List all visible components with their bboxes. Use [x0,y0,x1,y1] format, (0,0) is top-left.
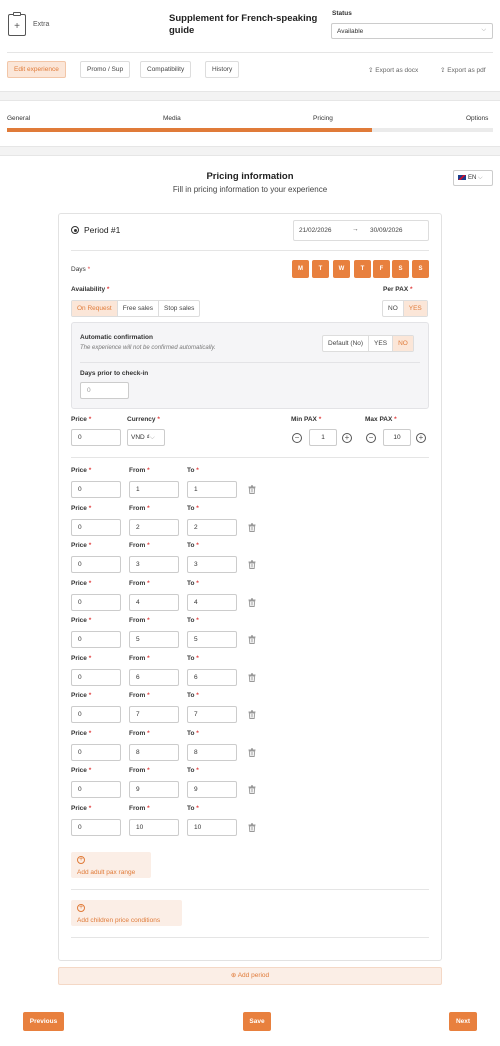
range-to-input[interactable]: 3 [187,556,237,573]
range-from-label: From * [129,467,150,474]
range-to-label: To * [187,542,199,549]
min-pax-increment-icon[interactable]: + [342,433,352,443]
day-wednesday[interactable]: W [333,260,350,278]
availability-stop-sales[interactable]: Stop sales [164,305,195,312]
price-input[interactable]: 0 [71,429,121,446]
day-friday[interactable]: F [373,260,390,278]
range-to-input[interactable]: 6 [187,669,237,686]
day-tuesday[interactable]: T [312,260,329,278]
range-from-label: From * [129,617,150,624]
range-from-input[interactable]: 9 [129,781,179,798]
trash-icon[interactable] [248,560,256,571]
range-price-input[interactable]: 0 [71,669,121,686]
step-general[interactable]: General [7,115,31,122]
range-price-input[interactable]: 0 [71,744,121,761]
day-thursday[interactable]: T [354,260,371,278]
availability-label: Availability * [71,286,110,293]
period-radio[interactable] [71,226,79,234]
day-saturday[interactable]: S [392,260,409,278]
status-label: Status [332,10,352,17]
tab-promo-sup[interactable]: Promo / Sup [80,61,130,78]
trash-icon[interactable] [248,785,256,796]
availability-free-sales[interactable]: Free sales [118,301,159,316]
range-from-input[interactable]: 7 [129,706,179,723]
date-to: 30/09/2026 [370,227,403,234]
auto-confirm-label: Automatic confirmation [80,334,153,341]
divider [71,250,429,251]
divider [71,457,429,458]
range-to-input[interactable]: 7 [187,706,237,723]
arrow-right-icon: → [352,226,359,233]
range-price-input[interactable]: 0 [71,631,121,648]
range-to-label: To * [187,580,199,587]
step-pricing[interactable]: Pricing [313,115,333,122]
range-from-input[interactable]: 3 [129,556,179,573]
range-price-label: Price * [71,730,92,737]
clipboard-plus-icon: + [8,14,26,36]
range-price-label: Price * [71,580,92,587]
range-from-label: From * [129,655,150,662]
range-from-input[interactable]: 10 [129,819,179,836]
section-title: Pricing information [206,171,294,182]
range-from-input[interactable]: 6 [129,669,179,686]
range-price-input[interactable]: 0 [71,781,121,798]
tab-compatibility[interactable]: Compatibility [140,61,191,78]
range-from-input[interactable]: 2 [129,519,179,536]
range-to-input[interactable]: 9 [187,781,237,798]
range-price-label: Price * [71,767,92,774]
max-pax-decrement-icon[interactable]: − [366,433,376,443]
range-to-input[interactable]: 2 [187,519,237,536]
days-prior-label: Days prior to check-in [80,370,149,377]
category-label: Extra [33,21,50,28]
next-button[interactable]: Next [449,1012,477,1031]
progress-fill [7,128,372,132]
range-from-input[interactable]: 4 [129,594,179,611]
period-title: Period #1 [84,225,121,235]
range-to-label: To * [187,505,199,512]
per-pax-toggle [382,300,428,317]
range-price-input[interactable]: 0 [71,556,121,573]
range-price-input[interactable]: 0 [71,706,121,723]
add-adult-pax-range-button[interactable]: + Add adult pax range [71,852,151,878]
range-price-input[interactable]: 0 [71,819,121,836]
range-to-input[interactable]: 1 [187,481,237,498]
auto-confirm-default[interactable]: Default (No) [323,336,369,351]
auto-confirm-yes[interactable]: YES [369,336,393,351]
plus-circle-icon: + [78,856,84,863]
min-pax-label: Min PAX * [291,416,322,423]
range-to-label: To * [187,617,199,624]
range-from-input[interactable]: 8 [129,744,179,761]
range-to-input[interactable]: 10 [187,819,237,836]
trash-icon[interactable] [248,523,256,534]
per-pax-no[interactable]: NO [383,301,404,316]
divider [71,937,429,938]
range-price-input[interactable]: 0 [71,481,121,498]
max-pax-input[interactable]: 10 [383,429,411,446]
divider [7,52,493,53]
range-to-label: To * [187,692,199,699]
day-sunday[interactable]: S [412,260,429,278]
auto-confirm-no[interactable]: NO [393,336,413,351]
uk-flag-icon [458,175,466,180]
range-price-label: Price * [71,655,92,662]
save-button[interactable]: Save [243,1012,271,1031]
section-divider [0,146,500,156]
auto-confirm-note: The experience will not be confirmed automatically. [80,345,216,351]
language-select[interactable]: EN ⌵ [453,170,493,186]
range-from-label: From * [129,692,150,699]
max-pax-label: Max PAX * [365,416,397,423]
date-range-picker[interactable] [293,220,429,241]
range-from-label: From * [129,805,150,812]
add-period-button[interactable]: ⊕ Add period [58,967,442,985]
section-divider [0,91,500,101]
range-price-label: Price * [71,542,92,549]
price-label: Price * [71,416,92,423]
trash-icon[interactable] [248,823,256,834]
range-from-label: From * [129,767,150,774]
currency-label: Currency * [127,416,160,423]
min-pax-decrement-icon[interactable]: − [292,433,302,443]
status-select[interactable] [331,23,493,39]
per-pax-yes[interactable]: YES [404,301,427,316]
range-to-label: To * [187,730,199,737]
chevron-down-icon: ⌵ [481,27,486,33]
range-price-input[interactable]: 0 [71,594,121,611]
range-from-label: From * [129,730,150,737]
previous-button[interactable]: Previous [23,1012,64,1031]
tab-history[interactable]: History [205,61,239,78]
range-price-label: Price * [71,805,92,812]
range-from-label: From * [129,505,150,512]
trash-icon[interactable] [248,748,256,759]
date-from: 21/02/2026 [299,227,332,234]
days-prior-input[interactable]: 0 [80,382,129,399]
range-price-label: Price * [71,505,92,512]
range-price-label: Price * [71,617,92,624]
add-children-price-button[interactable]: + Add children price conditions [71,900,182,926]
chevron-down-icon: ⌵ [149,434,155,441]
step-options[interactable]: Options [466,115,489,122]
export-icon: ⇪ [440,67,448,74]
day-monday[interactable]: M [292,260,309,278]
section-subtitle: Fill in pricing information to your experience [172,185,328,194]
range-to-label: To * [187,767,199,774]
range-to-input[interactable]: 4 [187,594,237,611]
trash-icon[interactable] [248,485,256,496]
range-to-label: To * [187,805,199,812]
divider [80,362,420,363]
divider [71,889,429,890]
currency-select[interactable]: VND ₫⌵ [127,429,165,446]
range-from-label: From * [129,542,150,549]
chevron-down-icon: ⌵ [478,175,483,182]
days-label: Days * [71,266,91,273]
range-price-label: Price * [71,467,92,474]
range-from-input[interactable]: 1 [129,481,179,498]
trash-icon[interactable] [248,710,256,721]
status-value: Available [337,28,364,35]
range-from-input[interactable]: 5 [129,631,179,648]
trash-icon[interactable] [248,598,256,609]
range-price-input[interactable]: 0 [71,519,121,536]
plus-circle-icon: ⊕ [230,972,238,979]
export-docx-link[interactable]: ⇪ Export as docx [368,67,419,74]
max-pax-increment-icon[interactable]: + [416,433,426,443]
per-pax-label: Per PAX * [383,286,413,293]
trash-icon[interactable] [248,635,256,646]
plus-circle-icon: + [78,904,84,911]
min-pax-input[interactable]: 1 [309,429,337,446]
range-price-label: Price * [71,692,92,699]
export-icon: ⇪ [368,67,376,74]
export-pdf-link[interactable]: ⇪ Export as pdf [440,67,486,74]
range-to-input[interactable]: 5 [187,631,237,648]
page-title: Supplement for French-speaking guide [169,13,318,36]
range-to-label: To * [187,467,199,474]
trash-icon[interactable] [248,673,256,684]
availability-on-request[interactable]: On Request [72,301,118,316]
range-to-input[interactable]: 8 [187,744,237,761]
availability-toggle [71,300,200,317]
step-media[interactable]: Media [163,115,181,122]
auto-confirm-toggle [322,335,414,352]
tab-edit-experience[interactable]: Edit experience [7,61,66,78]
range-to-label: To * [187,655,199,662]
range-from-label: From * [129,580,150,587]
